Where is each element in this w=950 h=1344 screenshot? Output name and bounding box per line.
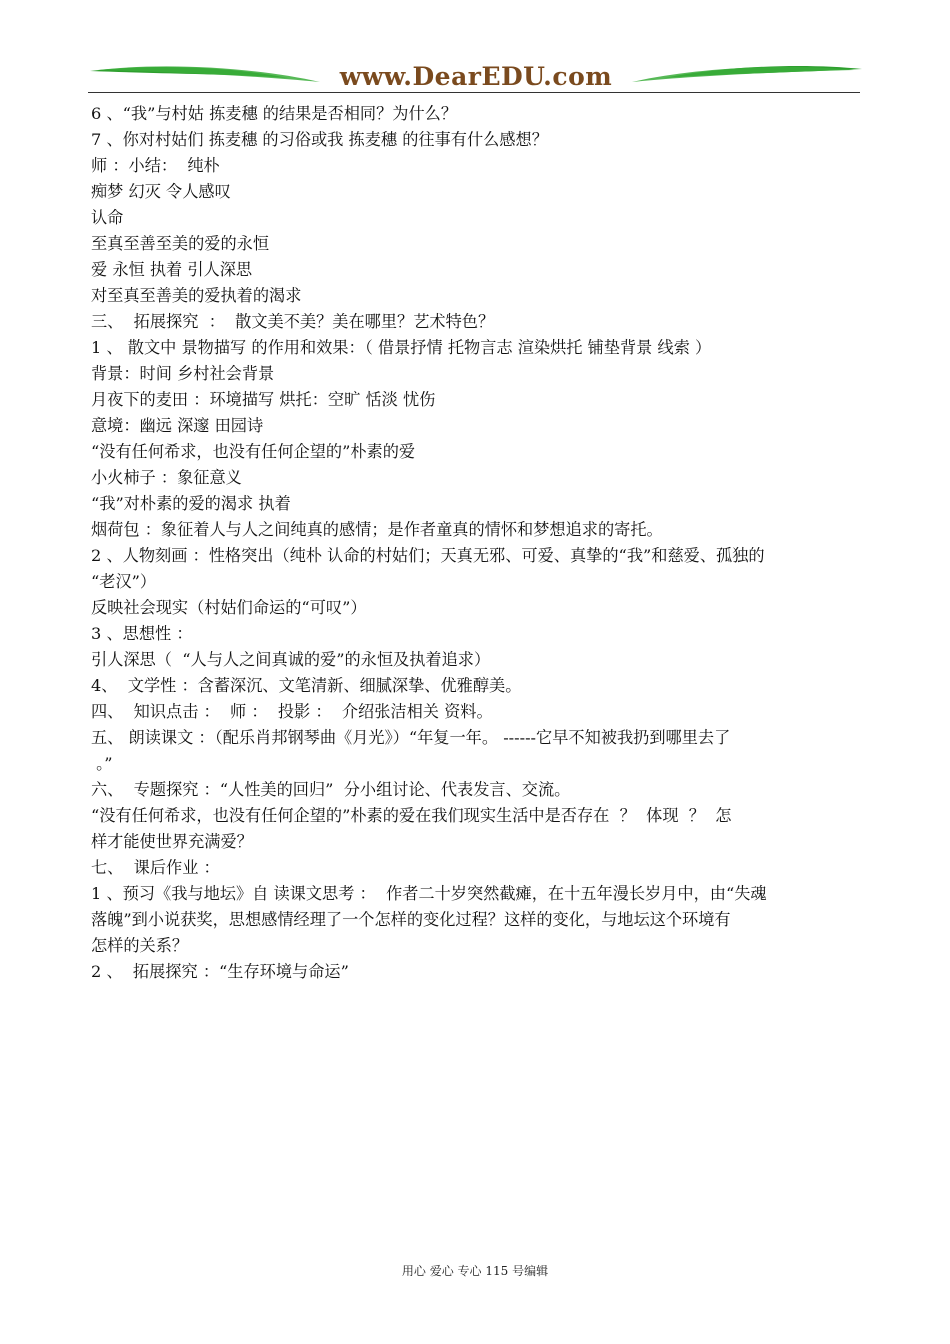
text-line: 1 、 散文中 景物描写 的作用和效果：（ 借景抒情 托物言志 渲染烘托 铺垫背景 线索 ） (91, 338, 712, 357)
text-line: 痴梦 幻灭 令人感叹 (91, 182, 231, 201)
page-footer: 用心 爱心 专心 115 号编辑 (401, 1264, 549, 1278)
text-line: 引人深思（ “人与人之间真诚的爱”的永恒及执着追求） (91, 650, 491, 669)
document-body (91, 101, 861, 985)
text-line: 小火柿子 ：象征意义 (91, 468, 242, 487)
text-line: 7 、你对村姑们 拣麦穗 的习俗或我 拣麦穗 的往事有什么感想？ (91, 130, 548, 149)
text-line: 爱 永恒 执着 引人深思 (91, 260, 253, 279)
text-line: 四、 知识点击 ： 师 ： 投影 ： 介绍张洁相关 资料。 (91, 702, 493, 721)
text-line: 月夜下的麦田 ：环境描写 烘托：空旷 恬淡 忧伤 (91, 390, 436, 409)
text-line: 怎样的关系？ (91, 936, 189, 955)
text-line: 七、 课后作业 ： (91, 858, 220, 877)
text-line: 三、 拓展探究 ： 散文美不美？美在哪里？艺术特色？ (91, 312, 495, 331)
header-divider (88, 92, 860, 93)
text-line: “没有任何希求，也没有任何企望的”朴素的爱在我们现实生活中是否存在 ？ 体现 ？ 怎 (91, 806, 732, 825)
text-line: 背景：时间 乡村社会背景 (91, 364, 275, 383)
text-line: 3 、思想性 ： (91, 624, 193, 643)
text-line: 。” (91, 754, 113, 773)
text-line: 五、 朗读课文 ：（配乐肖邦钢琴曲《月光》）“年复一年。 ------它早不知被我扔到哪里去了 (91, 728, 731, 747)
text-line: “老汉”） (91, 572, 157, 591)
text-line: “我”对朴素的爱的渴求 执着 (91, 494, 291, 513)
text-line: 2 、人物刻画 ：性格突出（纯朴 认命的村姑们；天真无邪、可爱、真挚的“我”和慈爱、孤独的 (91, 546, 765, 565)
text-line: 反映社会现实（村姑们命运的“可叹”） (91, 598, 367, 617)
text-line: 至真至善至美的爱的永恒 (91, 234, 270, 253)
site-logo-text: www.DearEDU.com (339, 62, 613, 91)
text-line: 2 、 拓展探究 ：“生存环境与命运” (91, 962, 349, 981)
text-line: 认命 (91, 208, 124, 227)
text-line: 六、 专题探究 ：“人性美的回归” 分小组讨论、代表发言、交流。 (91, 780, 571, 799)
text-line: 意境：幽远 深邃 田园诗 (91, 416, 264, 435)
text-line: 样才能使世界充满爱？ (91, 832, 253, 851)
text-line: 6 、“我”与村姑 拣麦穗 的结果是否相同？为什么？ (91, 104, 458, 123)
text-line: 1 、预习《我与地坛》自 读课文思考 ： 作者二十岁突然截瘫，在十五年漫长岁月中，由“失魂 (91, 884, 767, 903)
text-line: 烟荷包 ：象征着人与人之间纯真的感情；是作者童真的情怀和梦想追求的寄托。 (91, 520, 663, 539)
text-line: 4、 文学性 ：含蓄深沉、文笔清新、细腻深挚、优雅醇美。 (91, 676, 522, 695)
text-line: 师 ：小结： 纯朴 (91, 156, 220, 175)
text-line: 落魄”到小说获奖，思想感情经理了一个怎样的变化过程？这样的变化，与地坛这个环境有 (91, 910, 731, 929)
text-line: 对至真至善美的爱执着的渴求 (91, 286, 302, 305)
text-line: “没有任何希求，也没有任何企望的”朴素的爱 (91, 442, 416, 461)
